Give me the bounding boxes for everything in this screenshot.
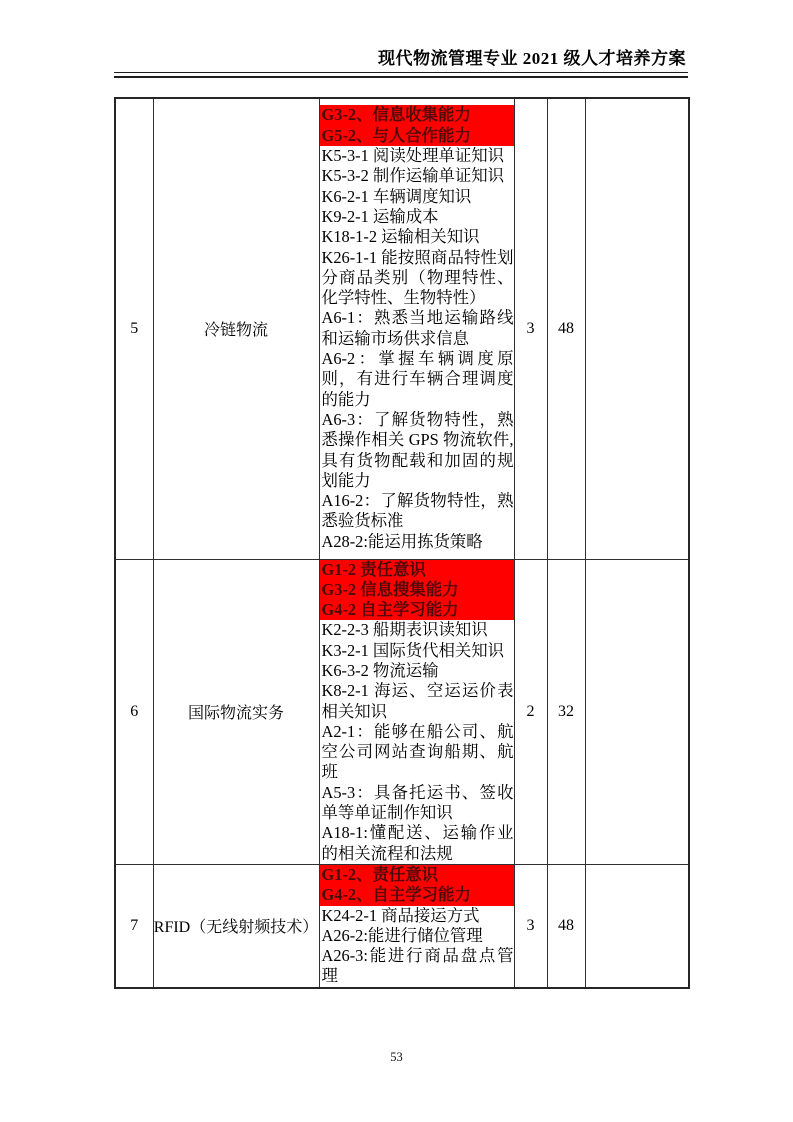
highlight-competency-line: G4-2、自主学习能力 (320, 885, 514, 905)
credits-cell: 3 (514, 864, 547, 987)
course-name-cell: 国际物流实务 (153, 559, 319, 864)
knowledge-skill-item: A5-3：具备托运书、签收单等单证制作知识 (321, 782, 514, 823)
knowledge-skill-item: K5-3-2 制作运输单证知识 (321, 166, 505, 186)
knowledge-skill-item: A6-3：了解货物特性，熟悉操作相关 GPS 物流软件,具有货物配载和加固的规划能力 (321, 409, 514, 490)
table-row (115, 864, 689, 987)
knowledge-skill-item: A28-2:能运用拣货策略 (321, 531, 483, 551)
document-title: 现代物流管理专业 2021 级人才培养方案 (378, 49, 686, 68)
knowledge-skill-item: A6-2：掌握车辆调度原则，有进行车辆合理调度的能力 (321, 349, 514, 409)
knowledge-skill-item: A26-3:能进行商品盘点管理 (321, 946, 514, 986)
hours-cell: 48 (547, 98, 585, 559)
highlight-competency-line: G5-2、与人合作能力 (320, 126, 514, 146)
content-lines (320, 865, 514, 987)
credits-cell: 2 (514, 559, 547, 864)
highlight-competency-line: G3-2 信息搜集能力 (320, 580, 514, 600)
course-name-cell: RFID（无线射频技术） (153, 864, 319, 987)
header-double-rule (114, 72, 688, 78)
table-row (115, 98, 689, 559)
highlight-competency-line: G1-2、责任意识 (320, 865, 514, 885)
hours-cell: 48 (547, 864, 585, 987)
row-index-cell: 5 (115, 98, 153, 559)
notes-cell (585, 559, 689, 864)
row-index-cell: 6 (115, 559, 153, 864)
knowledge-skill-item: K8-2-1 海运、空运运价表相关知识 (321, 681, 514, 721)
knowledge-skill-item: A26-2:能进行储位管理 (321, 925, 483, 945)
knowledge-skill-item: K6-2-1 车辆调度知识 (321, 186, 472, 206)
footer-page-number: 53 (390, 1050, 403, 1064)
course-content-cell (319, 98, 514, 559)
knowledge-skill-item: K9-2-1 运输成本 (321, 206, 439, 226)
knowledge-skill-item: K18-1-2 运输相关知识 (321, 227, 480, 247)
knowledge-skill-item: A2-1：能够在船公司、航空公司网站查询船期、航班 (321, 721, 514, 782)
knowledge-skill-item: K24-2-1 商品接运方式 (321, 905, 480, 925)
content-lines (320, 105, 514, 552)
row-index-cell: 7 (115, 864, 153, 987)
hours-cell: 32 (547, 559, 585, 864)
highlight-competency-line: G3-2、信息收集能力 (320, 105, 514, 125)
knowledge-skill-item: K2-2-3 船期表识读知识 (321, 620, 488, 640)
notes-cell (585, 98, 689, 559)
content-lines (320, 560, 514, 864)
knowledge-skill-item: A18-1:懂配送、运输作业的相关流程和法规 (321, 823, 514, 863)
knowledge-skill-item: K3-2-1 国际货代相关知识 (321, 640, 505, 660)
course-name-cell: 冷链物流 (153, 98, 319, 559)
notes-cell (585, 864, 689, 987)
page-header (114, 44, 688, 78)
knowledge-skill-item: A6-1：熟悉当地运输路线和运输市场供求信息 (321, 308, 514, 348)
knowledge-skill-item: K6-3-2 物流运输 (321, 660, 439, 680)
table-row (115, 559, 689, 864)
course-content-cell (319, 559, 514, 864)
course-table (114, 97, 690, 989)
credits-cell: 3 (514, 98, 547, 559)
course-content-cell (319, 864, 514, 987)
knowledge-skill-item: A16-2：了解货物特性，熟悉验货标准 (321, 491, 514, 531)
knowledge-skill-item: K26-1-1 能按照商品特性划分商品类别（物理特性、化学特性、生物特性） (321, 247, 514, 308)
course-table-body (115, 98, 689, 988)
highlight-competency-line: G4-2 自主学习能力 (320, 600, 514, 620)
highlight-competency-line: G1-2 责任意识 (320, 560, 514, 580)
knowledge-skill-item: K5-3-1 阅读处理单证知识 (321, 146, 505, 166)
